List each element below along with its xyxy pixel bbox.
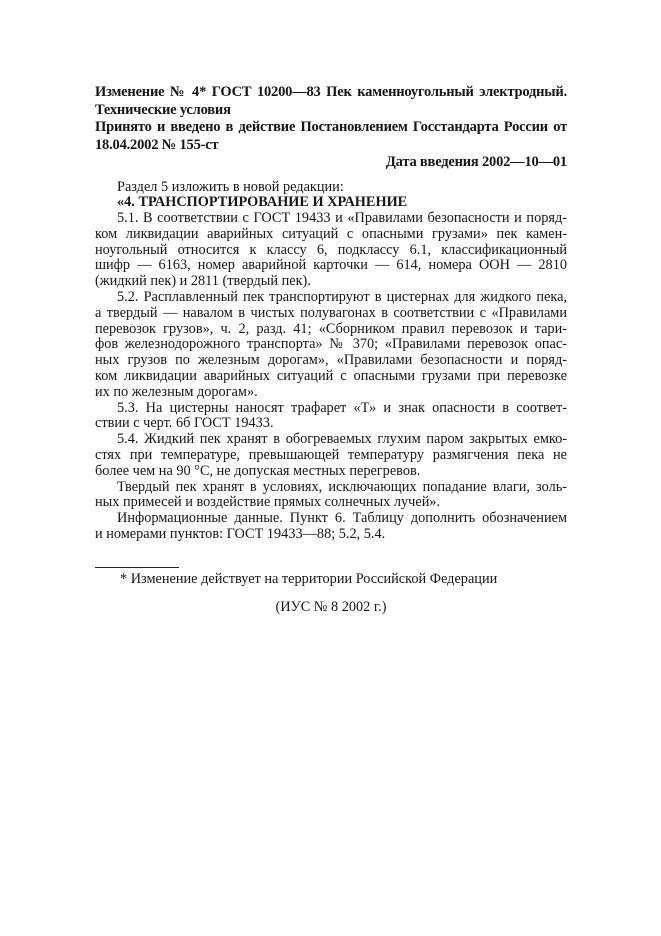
text-line: Твердый пек хранят в условиях, исключающих попадание влаги, золь-	[117, 479, 567, 495]
text-line: ных грузов по железным дорогам», «Правилами безопасности и поряд-	[95, 353, 567, 369]
section-heading	[95, 195, 567, 211]
effective-date: Дата введения 2002—10—01	[385, 154, 567, 170]
text-line: Информационные данные. Пункт 6. Таблицу дополнить обозначением	[117, 511, 567, 527]
footnote-rule	[95, 567, 179, 568]
clause-5-3	[95, 401, 567, 433]
text-line: Технические условия	[95, 101, 231, 118]
text-line: 5.4. Жидкий пек хранят в обогреваемых глухим паром закрытых емко-	[117, 432, 567, 448]
text-line: стях при температуре, превышающей температуру размягчения пека не	[95, 448, 567, 464]
text-line: ных примесей и воздействие прямых солнечных лучей».	[95, 495, 441, 511]
informational-data	[95, 511, 567, 543]
text-line: фов железнодорожного транспорта» № 370; «Правилами перевозок опас-	[95, 337, 567, 353]
text-line: (жидкий пек) и 2811 (твердый пек).	[95, 274, 311, 290]
text-column	[95, 84, 567, 616]
text-line: 5.2. Расплавленный пек транспортируют в цистернах для жидкого пека,	[117, 290, 567, 306]
text-line: и номерами пунктов: ГОСТ 19433—88; 5.2, 5.4.	[95, 527, 386, 543]
amendment-title	[95, 84, 567, 119]
text-line: Раздел 5 изложить в новой редакции:	[117, 179, 344, 195]
amendment-instruction	[95, 180, 567, 196]
text-line: Изменение № 4* ГОСТ 10200—83 Пек каменноугольный электродный.	[95, 84, 567, 100]
text-line: их по железным дорогам».	[95, 384, 258, 400]
clause-5-4-liquid	[95, 432, 567, 479]
document-header	[95, 84, 567, 172]
text-line: Принято и введено в действие Постановлением Госстандарта России от	[95, 119, 567, 135]
text-line: ком ликвидации аварийных ситуаций с опасными грузами» пек камен-	[95, 226, 567, 242]
text-line: ствии с черт. 6б ГОСТ 19433.	[95, 416, 274, 432]
footnote-text: * Изменение действует на территории Российской Федерации	[120, 570, 498, 587]
text-line: ком ликвидации аварийных ситуаций с опасными грузами при перевозке	[95, 369, 567, 385]
text-line: «4. ТРАНСПОРТИРОВАНИЕ И ХРАНЕНИЕ	[117, 195, 408, 211]
clause-5-1	[95, 211, 567, 290]
clause-5-4-solid	[95, 480, 567, 512]
header-paragraphs	[95, 84, 567, 154]
document-body	[95, 180, 567, 543]
text-line: 5.1. В соответствии с ГОСТ 19433 и «Правилами безопасности и поряд-	[117, 211, 567, 227]
clause-5-2	[95, 290, 567, 401]
publication-source: (ИУС № 8 2002 г.)	[275, 599, 387, 616]
text-line: а твердый — навалом в чистых полувагонах в соответствии с «Правилами	[95, 305, 567, 321]
adoption-statement	[95, 119, 567, 154]
text-line: перевозок грузов», ч. 2, разд. 41; «Сборником правил перевозок и тари-	[95, 321, 567, 337]
text-line: более чем на 90 °С, не допуская местных перегревов.	[95, 463, 421, 479]
footnote-section	[95, 567, 567, 616]
text-line: ноугольный относится к классу 6, подклассу 6.1, классификационный	[95, 242, 567, 258]
text-line: шифр — 6163, номер аварийной карточки — 614, номера ООН — 2810	[95, 258, 567, 274]
text-line: 18.04.2002 № 155-ст	[95, 136, 219, 153]
text-line: 5.3. На цистерны наносят трафарет «Т» и знак опасности в соответ-	[117, 400, 567, 416]
